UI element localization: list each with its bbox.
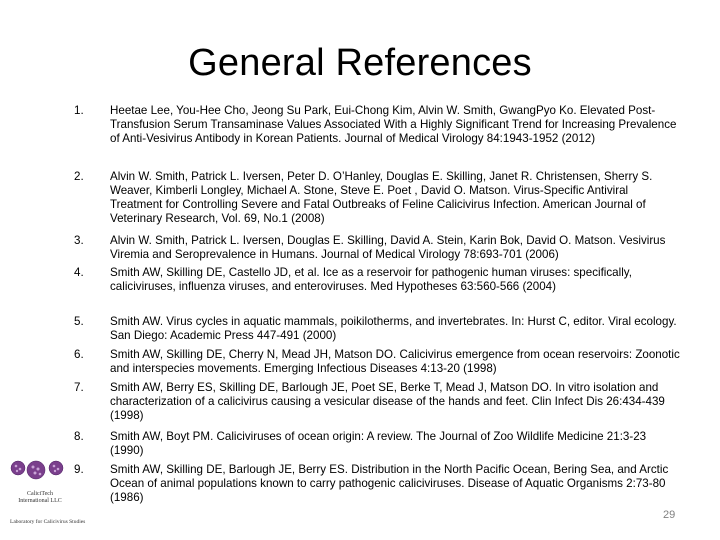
- reference-text: Alvin W. Smith, Patrick L. Iversen, Peter D. O’Hanley, Douglas E. Skilling, Janet R. Christensen, Sherry S. Weaver, Kimberli Longley, Michael A. Stone, Steve E. Poet , David O. Matson. Virus-Specific Antiviral Treatment for Controlling Severe and Fatal Outbreaks of Feline Calicivirus Infection. American Journal of Veterinary Research, Vol. 69, No.1 (2008): [110, 170, 653, 226]
- reference-number: 7.: [74, 381, 84, 394]
- reference-text: Heetae Lee, You-Hee Cho, Jeong Su Park, Eui-Chong Kim, Alvin W. Smith, GwangPyo Ko. Elevated Post-Transfusion Serum Transaminase Values Associated With a Highly Significant Trend for Increasing Prevalence of Anti-Vesivirus Antibody in Korean Patients. Journal of Medical Virology 84:1943-1952 (2012): [110, 104, 677, 146]
- page-number: 29: [663, 509, 676, 521]
- reference-text: Smith AW, Boyt PM. Caliciviruses of ocean origin: A review. The Journal of Zoo Wildlife Medicine 21:3-23 (1990): [110, 430, 647, 458]
- reference-text: Smith AW. Virus cycles in aquatic mammals, poikilotherms, and invertebrates. In: Hurst C, editor. Viral ecology. San Diego: Academic Press 447-491 (2000): [110, 315, 677, 343]
- reference-text: Smith AW, Skilling DE, Castello JD, et al. Ice as a reservoir for pathogenic human viruses: specifically, caliciviruses, influenza viruses, and enteroviruses. Med Hypotheses 63:560-566 (2004): [110, 266, 632, 294]
- reference-number: 4.: [74, 266, 84, 279]
- logo-caption: [10, 491, 70, 505]
- virus-particles-icon: [8, 458, 68, 492]
- reference-number: 8.: [74, 430, 84, 443]
- lab-footer: Laboratory for Calicivirus Studies: [10, 519, 86, 525]
- reference-number: 9.: [74, 463, 84, 476]
- logo-line-2: International LLC: [18, 498, 62, 504]
- reference-number: 1.: [74, 104, 84, 117]
- reference-number: 3.: [74, 234, 84, 247]
- reference-text: Smith AW, Berry ES, Skilling DE, Barlough JE, Poet SE, Berke T, Mead J, Matson DO. In vitro isolation and characterization of a calicivirus causing a vesicular disease of the hands and feet. Clin Infect Dis 26:434-439 (1998): [110, 381, 665, 423]
- reference-number: 5.: [74, 315, 84, 328]
- reference-text: Smith AW, Skilling DE, Barlough JE, Berry ES. Distribution in the North Pacific Ocean, Bering Sea, and Arctic Ocean of animal populations known to carry pathogenic caliciviruses. Disease of Aquatic Organisms 2:73-80 (1986): [110, 463, 669, 505]
- reference-number: 6.: [74, 348, 84, 361]
- reference-text: Smith AW, Skilling DE, Cherry N, Mead JH, Matson DO. Calicivirus emergence from ocean reservoirs: Zoonotic and interspecies movements. Emerging Infectious Diseases 4:13-20 (1998): [110, 348, 680, 376]
- logo-line-1: CaliciTech: [27, 491, 53, 497]
- reference-number: 2.: [74, 170, 84, 183]
- page-title: General References: [188, 42, 532, 84]
- reference-text: Alvin W. Smith, Patrick L. Iversen, Douglas E. Skilling, David A. Stein, Karin Bok, David O. Matson. Vesivirus Viremia and Seroprevalence in Humans. Journal of Medical Virology 78:693-701 (2006): [110, 234, 666, 262]
